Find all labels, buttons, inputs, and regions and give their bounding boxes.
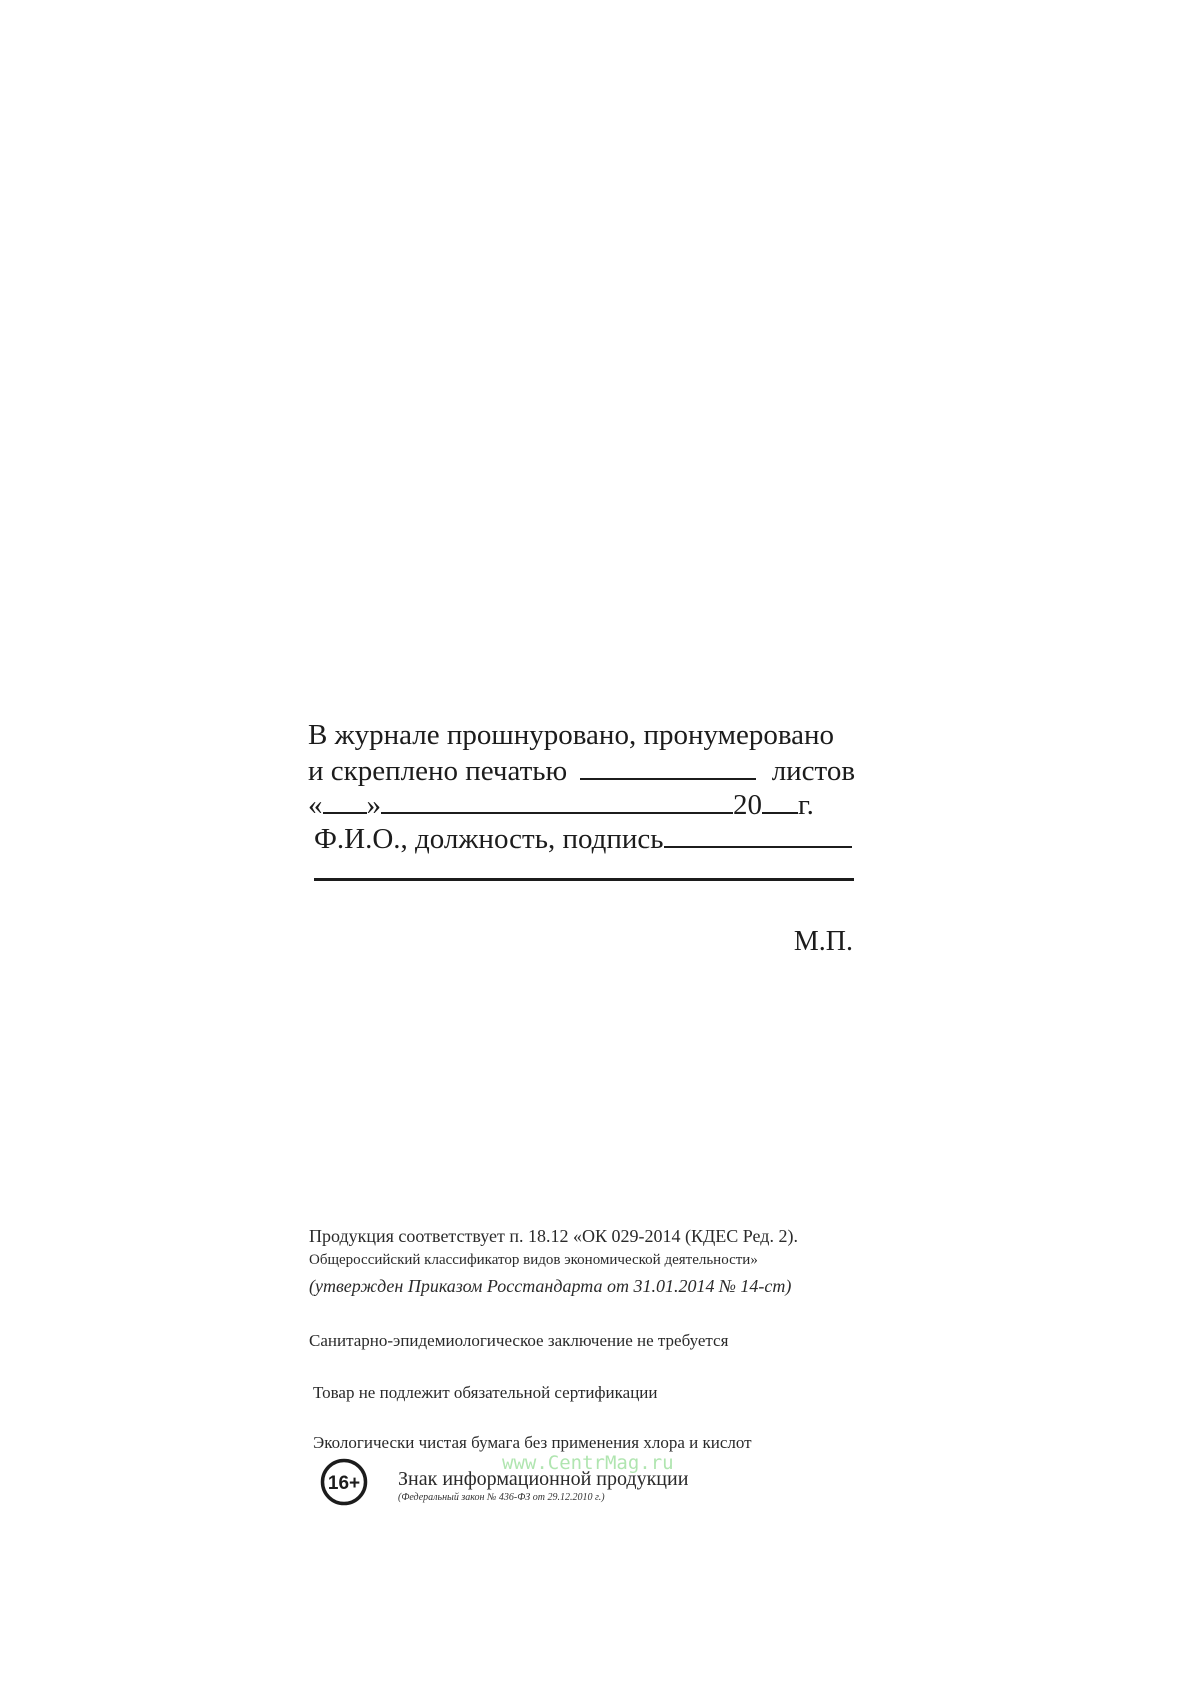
sealed-label: и скреплено печатью bbox=[308, 755, 568, 787]
eco-paper-note: Экологически чистая бумага без применения хлора и кислот bbox=[313, 1433, 752, 1452]
stamp-place-label: М.П. bbox=[793, 926, 853, 957]
sheet-count-blank bbox=[580, 752, 756, 780]
age-rating-16-plus-icon bbox=[320, 1458, 368, 1506]
quote-close: » bbox=[366, 789, 381, 821]
day-blank bbox=[323, 786, 367, 814]
certification-note: Товар не подлежит обязательной сертификации bbox=[313, 1383, 658, 1402]
age-rating-title: Знак информационной продукции bbox=[398, 1468, 689, 1490]
compliance-line-1: Продукция соответствует п. 18.12 «ОК 029-2014 (КДЕС Ред. 2). bbox=[309, 1226, 798, 1246]
year-prefix: 20 bbox=[733, 789, 762, 821]
age-rating-law: (Федеральный закон № 436-ФЗ от 29.12.2010 г.) bbox=[398, 1492, 605, 1503]
form-line-2 bbox=[308, 752, 855, 786]
year-blank bbox=[762, 786, 798, 814]
signature-underline bbox=[314, 878, 854, 881]
compliance-line-3: (утвержден Приказом Росстандарта от 31.01.2014 № 14-ст) bbox=[309, 1276, 792, 1296]
sanitary-note: Санитарно-эпидемиологическое заключение не требуется bbox=[309, 1331, 729, 1350]
signature-label: Ф.И.О., должность, подпись bbox=[314, 823, 664, 855]
signature-blank bbox=[664, 820, 852, 848]
form-line-1-text: В журнале прошнуровано, пронумеровано bbox=[308, 719, 835, 751]
age-rating-badge-text: 16+ bbox=[327, 1473, 361, 1494]
sheets-label: листов bbox=[771, 755, 856, 787]
quote-open: « bbox=[308, 789, 323, 821]
watermark: www.CentrMag.ru bbox=[502, 1452, 674, 1474]
year-suffix: г. bbox=[798, 789, 814, 821]
form-line-3-date bbox=[308, 786, 814, 820]
form-line-4-signature bbox=[314, 820, 852, 854]
form-line-1 bbox=[308, 718, 834, 752]
compliance-line-2: Общероссийский классификатор видов экономической деятельности» bbox=[309, 1252, 758, 1268]
month-blank bbox=[381, 786, 733, 814]
